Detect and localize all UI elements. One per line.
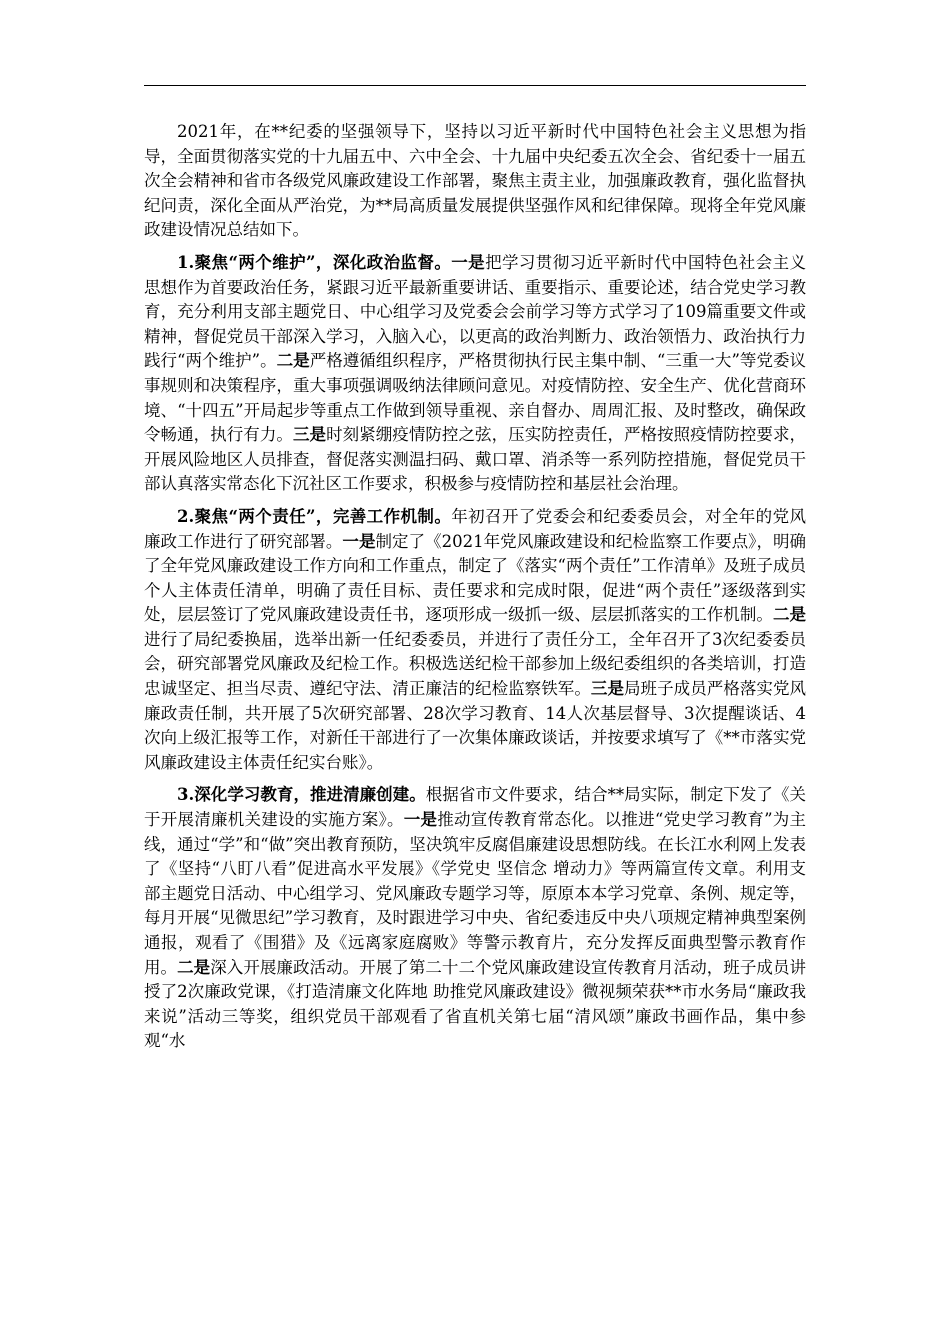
intro-text: 2021年，在**纪委的坚强领导下，坚持以习近平新时代中国特色社会主义思想为指导，全面贯彻落实党的十九届五中、六中全会、十九届中央纪委五次全会、省纪委十一届五次全会精神和省市各级党风廉政建设工作部署，聚焦主责主业，加强廉政教育，强化监督执纪问责，深化全面从严治党，为**局高质量发展提供坚强作风和纪律保障。现将全年党风廉政建设情况总结如下。 <box>144 122 806 240</box>
document-body <box>144 120 806 1062</box>
section-2-text-0: 年初召开了党委会和纪委委员会，对全年的党风廉政工作进行了研究部署。 <box>144 506 806 551</box>
section-3-heading: 3.深化学习教育，推进清廉创建。 <box>177 785 426 805</box>
section-3-text-0: 根据省市文件要求，结合**局实际，制定下发了《关于开展清廉机关建设的实施方案》。 <box>144 785 807 830</box>
section-1-marker-2: 二是 <box>276 351 310 371</box>
section-1-text-3: 时刻紧绷疫情防控之弦，压实防控责任，严格按照疫情防控要求，开展风险地区人员排查，督促落实测温扫码、戴口罩、消杀等一系列防控措施，督促党员干部认真落实常态化下沉社区工作要求，积极参与疫情防控和基层社会治理。 <box>144 425 807 494</box>
header-rule <box>144 85 806 86</box>
intro-paragraph <box>144 120 806 243</box>
section-1-marker-3: 三是 <box>292 425 327 445</box>
section-1-paragraph <box>144 251 806 497</box>
section-3-text-1: 推动宣传教育常态化。以推进“党史学习教育”为主线，通过“学”和“做”突出教育预防，坚决筑牢反腐倡廉建设思想防线。在长江水利网上发表了《坚持“八盯八看”促进高水平发展》《学党史 坚信念 增动力》等两篇宣传文章。利用支部主题党日活动、中心组学习、党风廉政专题学习等，原原本本学习党章、条例、规定等，每月开展“见微思纪”学习教育，及时跟进学习中央、省纪委违反中央八项规定精神典型案例通报，观看了《围猎》及《远离家庭腐败》等警示教育片，充分发挥反面典型警示教育作用。 <box>144 810 807 977</box>
section-3-text-2: 深入开展廉政活动。开展了第二十二个党风廉政建设宣传教育月活动，班子成员讲授了2次廉政党课，《打造清廉文化阵地 助推党风廉政建设》微视频荣获**市水务局“廉政我来说”活动三等奖，组织党员干部观看了省直机关第七届“清风颂”廉政书画作品，集中参观“水 <box>144 957 807 1051</box>
section-2-marker-1: 一是 <box>342 531 376 551</box>
section-1-text-2: 严格遵循组织程序，严格贯彻执行民主集中制、“三重一大”等党委议事规则和决策程序，重大事项强调吸纳法律顾问意见。对疫情防控、安全生产、优化营商环境、“十四五”开局起步等重点工作做到领导重视、亲自督办、周周汇报、及时整改，确保政令畅通，执行有力。 <box>144 351 807 445</box>
section-1-heading: 1.聚焦“两个维护”，深化政治监督。 <box>177 252 452 272</box>
section-2-paragraph <box>144 505 806 776</box>
section-3-marker-2: 二是 <box>177 957 211 977</box>
section-2-marker-2: 二是 <box>772 605 807 625</box>
section-2-marker-3: 三是 <box>590 679 624 699</box>
section-3-paragraph <box>144 783 806 1054</box>
section-3-marker-1: 一是 <box>403 810 438 830</box>
section-2-text-2: 进行了局纪委换届，选举出新一任纪委委员，并进行了责任分工，全年召开了3次纪委委员会，研究部署党风廉政及纪检工作。积极选送纪检干部参加上级纪委组织的各类培训，打造忠诚坚定、担当尽责、遵纪守法、清正廉洁的纪检监察铁军。 <box>144 629 806 699</box>
section-1-marker-1: 一是 <box>451 252 486 272</box>
section-1-text-1: 把学习贯彻习近平新时代中国特色社会主义思想作为首要政治任务，紧跟习近平最新重要讲话、重要指示、重要论述，结合党史学习教育，充分利用支部主题党日、中心组学习及党委会会前学习等方式学习了109篇重要文件或精神，督促党员干部深入学习，入脑入心，以更高的政治判断力、政治领悟力、政治执行力践行“两个维护”。 <box>144 252 806 371</box>
section-2-heading: 2.聚焦“两个责任”，完善工作机制。 <box>177 506 452 526</box>
section-2-text-1: 制定了《2021年党风廉政建设和纪检监察工作要点》，明确了全年党风廉政建设工作方向和工作重点，制定了《落实“两个责任”工作清单》及班子成员个人主体责任清单，明确了责任目标、责任要求和完成时限，促进“两个责任”逐级落到实处，层层签订了党风廉政建设责任书，逐项形成一级抓一级、层层抓落实的工作机制。 <box>144 531 807 625</box>
section-2-text-3: 局班子成员严格落实党风廉政责任制，共开展了5次研究部署、28次学习教育、14人次基层督导、3次提醒谈话、4次向上级汇报等工作，对新任干部进行了一次集体廉政谈话，并按要求填写了《**市落实党风廉政建设主体责任纪实台账》。 <box>144 679 807 772</box>
